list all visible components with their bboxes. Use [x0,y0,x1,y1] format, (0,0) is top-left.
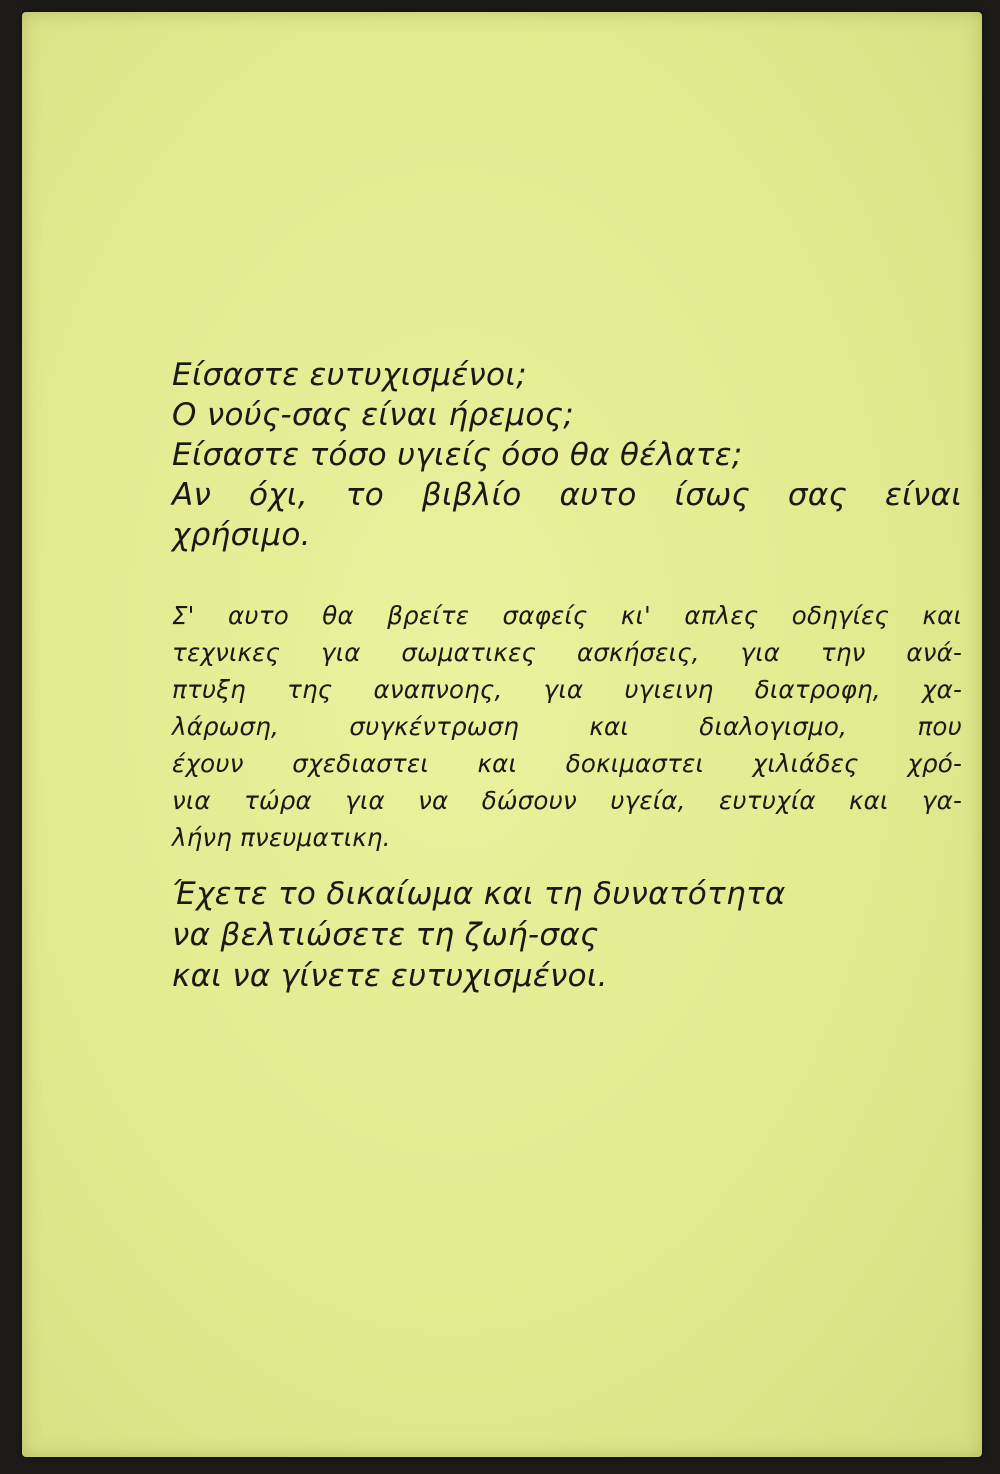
description-line: πτυξη της αναπνοης, για υγιεινη διατροφη, χα- [172,675,962,704]
description-line: Σ' αυτο θα βρείτε σαφείς κι' απλες οδηγίες και [172,601,962,630]
intro-line: Είσαστε τόσο υγιείς όσο θα θέλατε; [172,437,743,473]
intro-questions [172,355,962,555]
closing-line: Έχετε το δικαίωμα και τη δυνατότητα [172,876,786,912]
description-line: νια τώρα για να δώσουν υγεία, ευτυχία και γα- [172,786,962,815]
intro-line: Είσαστε ευτυχισμένοι; [172,357,527,393]
intro-line: Αν όχι, το βιβλίο αυτο ίσως σας είναι [172,477,962,513]
description-line: λάρωση, συγκέντρωση και διαλογισμο, που [172,712,962,741]
intro-line: χρήσιμο. [172,517,311,553]
description-line: λήνη πνευματικη. [172,823,391,852]
closing-line: και να γίνετε ευτυχισμένοι. [172,958,608,994]
description-paragraph [172,597,962,856]
closing-line: να βελτιώσετε τη ζωή-σας [172,917,599,953]
description-line: τεχνικες για σωματικες ασκήσεις, για την ανά- [172,638,962,667]
description-line: έχουν σχεδιαστει και δοκιμαστει χιλιάδες χρό- [172,749,962,778]
book-back-cover [22,12,982,1457]
intro-line: Ο νούς-σας είναι ήρεμος; [172,397,574,433]
closing-statement [172,874,962,997]
